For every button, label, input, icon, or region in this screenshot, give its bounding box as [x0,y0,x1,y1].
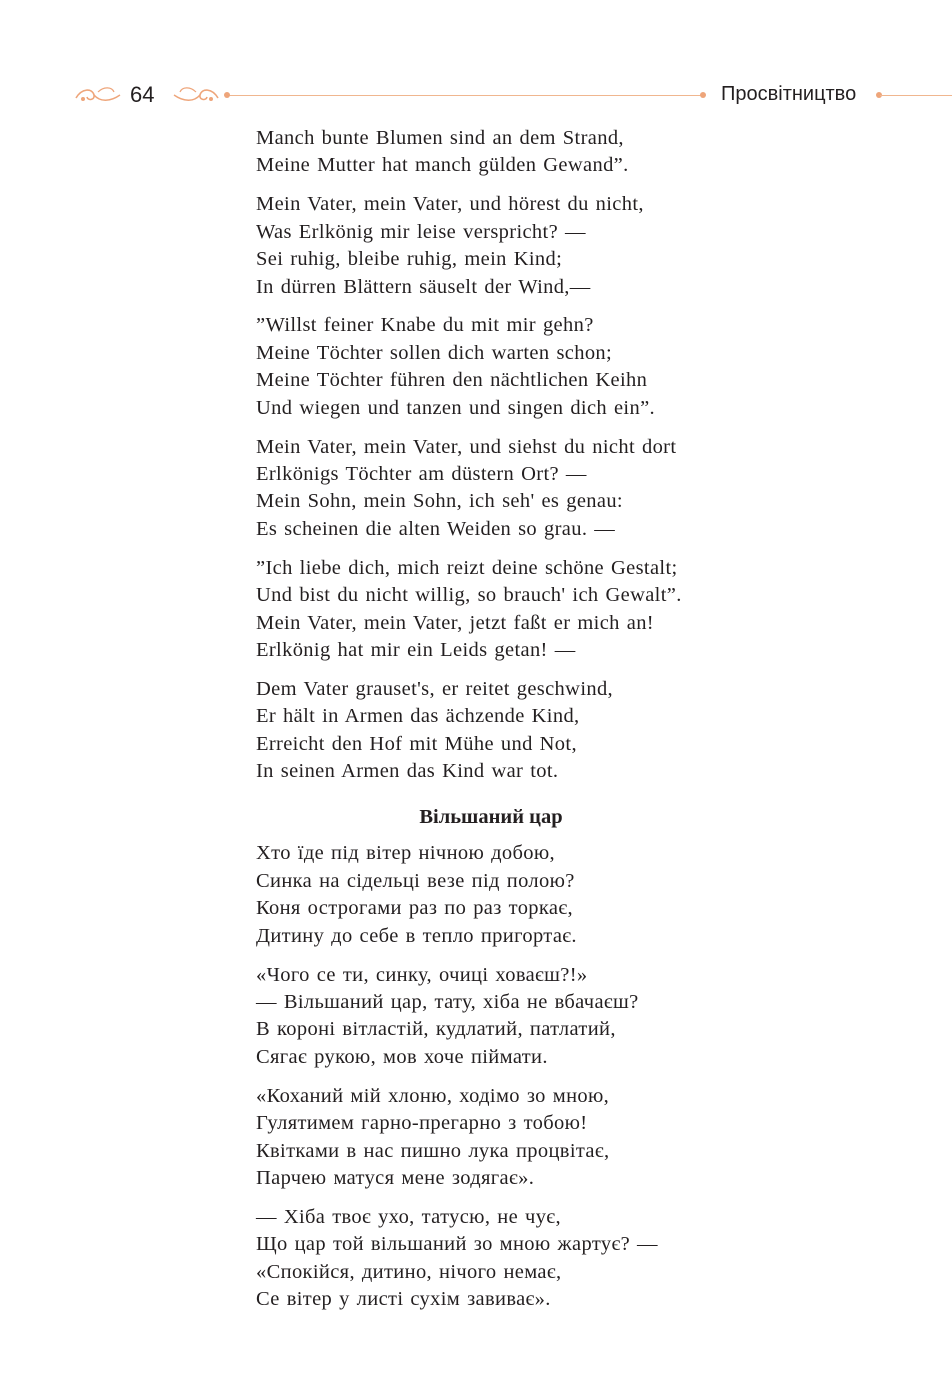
verse-line: Manch bunte Blumen sind an dem Strand, [256,127,624,149]
verse-line: — Вільшаний цар, тату, хіба не вбачаєш? [256,990,639,1013]
verse-line: Mein Sohn, mein Sohn, ich seh' es genau: [256,490,623,513]
verse-line: Er hält in Armen das ächzende Kind, [256,705,580,728]
verse-line: Mein Vater, mein Vater, und hörest du nicht, [256,193,644,216]
verse-line: «Спокійся, дитино, нічого немає, [256,1260,562,1283]
section-title: Просвітництво [721,83,857,105]
verse-line: In seinen Armen das Kind war tot. [256,760,559,783]
verse-line: В короні вітластій, кудлатий, патлатий, [256,1018,616,1041]
verse-line: Und bist du nicht willig, so brauch' ich Gewalt”. [256,584,682,607]
verse-line: Was Erlkönig mir leise verspricht? — [256,220,586,243]
verse-line: Sei ruhig, bleibe ruhig, mein Kind; [256,248,563,271]
verse-line: Meine Töchter sollen dich warten schon; [256,341,613,364]
german-stanza [256,676,816,786]
verse-line: Квітками в нас пишно лука процвітає, [256,1139,610,1162]
german-stanza [256,555,816,665]
german-stanza [256,125,816,180]
german-stanza [256,191,816,301]
german-stanza [256,312,816,422]
verse-line: ”Willst feiner Knabe du mit mir gehn? [256,314,594,337]
verse-line: Erreicht den Hof mit Mühe und Not, [256,732,577,755]
verse-line: Meine Töchter führen den nächtlichen Keihn [256,369,648,392]
poem-title: Вільшаний цар [419,806,563,829]
verse-line: Mein Vater, mein Vater, und siehst du nicht dort [256,435,677,458]
poem-content [256,125,816,1325]
verse-line: Се вітер у листі сухім завиває». [256,1288,551,1311]
verse-line: Що цар той вільшаний зо мною жартує? — [256,1233,658,1256]
verse-line: Und wiegen und tanzen und singen dich ein”. [256,396,656,419]
verse-line: «Чого се ти, синку, очиці ховаєш?!» [256,963,588,986]
verse-line: Es scheinen die alten Weiden so grau. — [256,517,616,540]
header-rule [228,95,702,96]
ornament-right-icon [172,84,220,108]
verse-line: Дитину до себе в тепло пригортає. [256,924,577,947]
ukrainian-stanza [256,962,816,1072]
header-rule [880,95,952,96]
ukrainian-stanza [256,1083,816,1193]
header-dot [700,92,706,98]
verse-line: Гулятимем гарно-прегарно з тобою! [256,1112,588,1135]
verse-line: Erlkönigs Töchter am düstern Ort? — [256,462,587,485]
verse-line: — Хіба твоє ухо, татусю, не чує, [256,1205,561,1228]
verse-line: Dem Vater grauset's, er reitet geschwind, [256,677,614,700]
header-dot [224,92,230,98]
page-number: 64 [130,82,155,107]
ukrainian-stanza [256,840,816,950]
verse-line: In dürren Blättern säuselt der Wind,— [256,275,591,298]
ornament-left-icon [74,84,122,108]
verse-line: Meine Mutter hat manch gülden Gewand”. [256,154,629,177]
ukrainian-stanza [256,1204,816,1314]
verse-line: Парчею матуся мене зодягає». [256,1166,535,1189]
page-header [0,80,952,112]
verse-line: Синка на сідельці везе під полою? [256,869,575,892]
verse-line: Коня острогами раз по раз торкає, [256,897,573,920]
verse-line: ”Ich liebe dich, mich reizt deine schöne Gestalt; [256,556,678,579]
verse-line: Mein Vater, mein Vater, jetzt faßt er mich an! [256,611,654,634]
verse-line: Хто їде під вітер нічною добою, [256,842,556,865]
verse-line: «Коханий мій хлоню, ходімо зо мною, [256,1084,610,1107]
verse-line: Erlkönig hat mir ein Leids getan! — [256,638,576,661]
german-stanza [256,434,816,544]
verse-line: Сягає рукою, мов хоче піймати. [256,1045,548,1068]
